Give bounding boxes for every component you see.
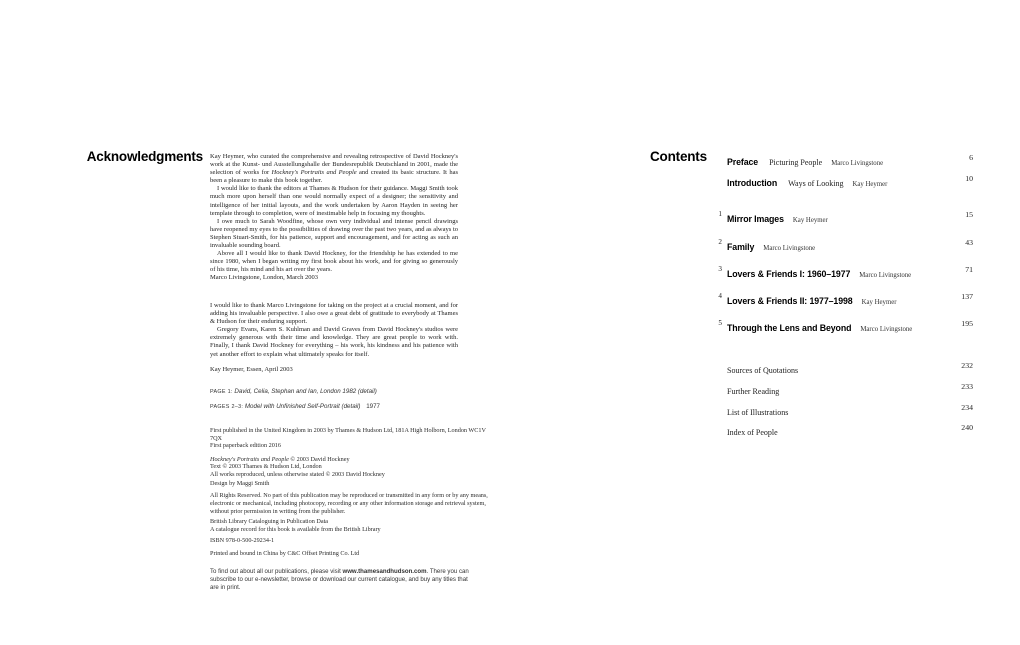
paragraph: I would like to thank the editors at Thames & Hudson for their guidance. Maggi Smith took much more upon herself than one would normally expect of a designer; the sensitivity and intelligence of her initial layouts, and the work undertaken by Aaron Hayden in seeing her template through to completion, were of inestimable help in focusing my thoughts. (210, 185, 458, 217)
toc-entry-title: Introduction (727, 178, 778, 188)
toc-entry-page-number: 71 (965, 265, 973, 274)
toc-entry-author: Kay Heymer (792, 217, 828, 224)
toc-entry-title: Mirror Images (727, 214, 784, 224)
colophon-paperback-line: First paperback edition 2016 (210, 442, 281, 449)
colophon-isbn-line: ISBN 978-0-500-29234-1 (210, 537, 275, 544)
toc-entry-title: Through the Lens and Beyond (727, 323, 852, 333)
signature-marco-livingstone: Marco Livingstone, London, March 2003 (210, 274, 318, 282)
paragraph-text: and created its basic structure. It has been a pleasure to make this book together. (210, 169, 458, 185)
chapter-number: 1 (718, 210, 722, 218)
toc-entry-label: Index of People (727, 428, 778, 437)
copyright-line-2: Text © 2003 Thames & Hudson Ltd, London (210, 463, 322, 471)
publisher-url: www.thamesandhudson.com (342, 568, 427, 575)
copyright-line-3: All works reproduced, unless otherwise stated © 2003 David Hockney (210, 470, 385, 478)
footer-text: To find out about all our publications, please visit (210, 568, 343, 575)
toc-entry-subtitle: Picturing People (769, 158, 823, 167)
chapter-number: 3 (718, 265, 722, 273)
copyright-text: © 2003 David Hockney (288, 456, 350, 463)
caption-prefix: PAGES 2–3: (210, 404, 244, 410)
chapter-number: 5 (718, 319, 722, 327)
toc-entry-page-number: 240 (961, 423, 973, 432)
paragraph (210, 153, 458, 185)
toc-entry-page-number: 10 (965, 174, 973, 183)
toc-entry-chapter-2 (718, 237, 973, 255)
toc-entry-page-number: 234 (961, 403, 973, 412)
toc-entry-page-number: 137 (961, 292, 973, 301)
colophon-british-library-block (210, 518, 496, 534)
paragraph: I would like to thank Marco Livingstone for taking on the project at a crucial moment, and for adding his invaluable perspective. I also owe a great debt of gratitude to everybody at Thames & Hudson for their enduring support. (210, 302, 458, 326)
publisher-footer-note (210, 568, 472, 592)
book-title-italic: Hockney's Portraits and People (271, 169, 357, 177)
copyright-line-1 (210, 456, 496, 463)
signature-kay-heymer: Kay Heymer, Essen, April 2003 (210, 365, 293, 373)
bl-line-2: A catalogue record for this book is available from the British Library (210, 525, 381, 533)
toc-entry-author: Kay Heymer (852, 181, 888, 188)
toc-entry-label: Further Reading (727, 387, 780, 396)
toc-entry-sources-of-quotations (727, 360, 973, 378)
caption-title: Model with Unfinished Self-Portrait (detail) (244, 403, 361, 410)
chapter-number: 2 (718, 238, 722, 246)
toc-entry-subtitle: Ways of Looking (788, 179, 844, 188)
toc-entry-page-number: 43 (965, 238, 973, 247)
acknowledgments-heading: Acknowledgments (86, 149, 203, 164)
toc-entry-page-number: 233 (961, 382, 973, 391)
toc-entry-page-number: 232 (961, 361, 973, 370)
contents-heading: Contents (650, 149, 707, 164)
colophon-copyright-block (210, 456, 496, 478)
toc-entry-label: List of Illustrations (727, 408, 789, 417)
acknowledgments-text-marco (210, 153, 458, 283)
toc-entry-page-number: 15 (965, 210, 973, 219)
toc-entry-page-number: 6 (969, 153, 973, 162)
toc-entry-author: Marco Livingstone (860, 326, 913, 333)
frontispiece-caption-1 (210, 388, 510, 395)
paragraph: Above all I would like to thank David Hockney, for the friendship he has extended to me since 1980, when I began writing my first book about his work, and for giving so generously of his time, his mind and his art over the years. (210, 250, 458, 274)
toc-entry-chapter-4 (718, 291, 973, 309)
caption-year: 1977 (366, 403, 380, 410)
toc-entry-title: Lovers & Friends II: 1977–1998 (727, 296, 853, 306)
acknowledgments-text-kay (210, 302, 458, 374)
bl-line-1: British Library Cataloguing in Publication Data (210, 518, 329, 525)
toc-entry-chapter-5 (718, 318, 973, 336)
toc-entry-author: Marco Livingstone (763, 245, 816, 252)
toc-entry-index-of-people (727, 422, 973, 440)
caption-prefix: PAGE 1: (210, 389, 233, 395)
toc-entry-title: Preface (727, 157, 759, 167)
toc-entry-preface (727, 152, 973, 170)
toc-entry-title: Family (727, 242, 755, 252)
toc-entry-list-of-illustrations (727, 402, 973, 420)
toc-entry-author: Marco Livingstone (859, 272, 912, 279)
toc-entry-title: Lovers & Friends I: 1960–1977 (727, 269, 851, 279)
toc-entry-label: Sources of Quotations (727, 366, 799, 375)
toc-entry-author: Kay Heymer (861, 299, 897, 306)
toc-entry-page-number: 195 (961, 319, 973, 328)
caption-title: David, Celia, Stephan and Ian, London 1982 (detail) (234, 388, 377, 395)
colophon-printed-line: Printed and bound in China by C&C Offset Printing Co. Ltd (210, 550, 360, 557)
frontispiece-caption-2 (210, 403, 510, 410)
colophon-design-line: Design by Maggi Smith (210, 480, 270, 487)
colophon-rights-block: All Rights Reserved. No part of this publication may be reproduced or transmitted in any form or by any means, electronic or mechanical, including photocopy, recording or any other information storage and retrieval system, without prior permission in writing from the publisher. (210, 492, 488, 515)
toc-entry-introduction (727, 173, 973, 191)
paragraph: Gregory Evans, Karen S. Kuhlman and David Graves from David Hockney's studios were extremely generous with their time and knowledge. They are great people to work with. Finally, I thank David Hockney for everything – his work, his kindness and his patience with yet another effort to explain what ultimately speaks for itself. (210, 326, 458, 358)
toc-entry-further-reading (727, 381, 973, 399)
toc-entry-chapter-1 (718, 209, 973, 227)
paragraph-text: Kay Heymer, who curated the comprehensive and revealing retrospective of David Hockney's work at the Kunst- und Ausstellungshalle der Bundesrepublik Deutschland in 2001, made the selection of works for (210, 153, 458, 177)
chapter-number: 4 (718, 292, 722, 300)
toc-entry-author: Marco Livingstone (831, 160, 884, 167)
footer-text: . There you can subscribe to our e-newsletter, browse or download our current catalogue, and buy any titles that are in print. (210, 568, 469, 591)
colophon-published-line: First published in the United Kingdom in 2003 by Thames & Hudson Ltd, 181A High Holborn, London WC1V 7QX (210, 427, 486, 442)
paragraph: I owe much to Sarah Woodfine, whose own very individual and intense pencil drawings have reopened my eyes to the possibilities of drawing over the past two years, and as always to Stephen Stuart-Smith, for his patience, support and encouragement, and for acting as such an invaluable sounding board. (210, 217, 458, 250)
book-title-italic: Hockney's Portraits and People (210, 456, 289, 463)
toc-entry-chapter-3 (718, 264, 973, 282)
